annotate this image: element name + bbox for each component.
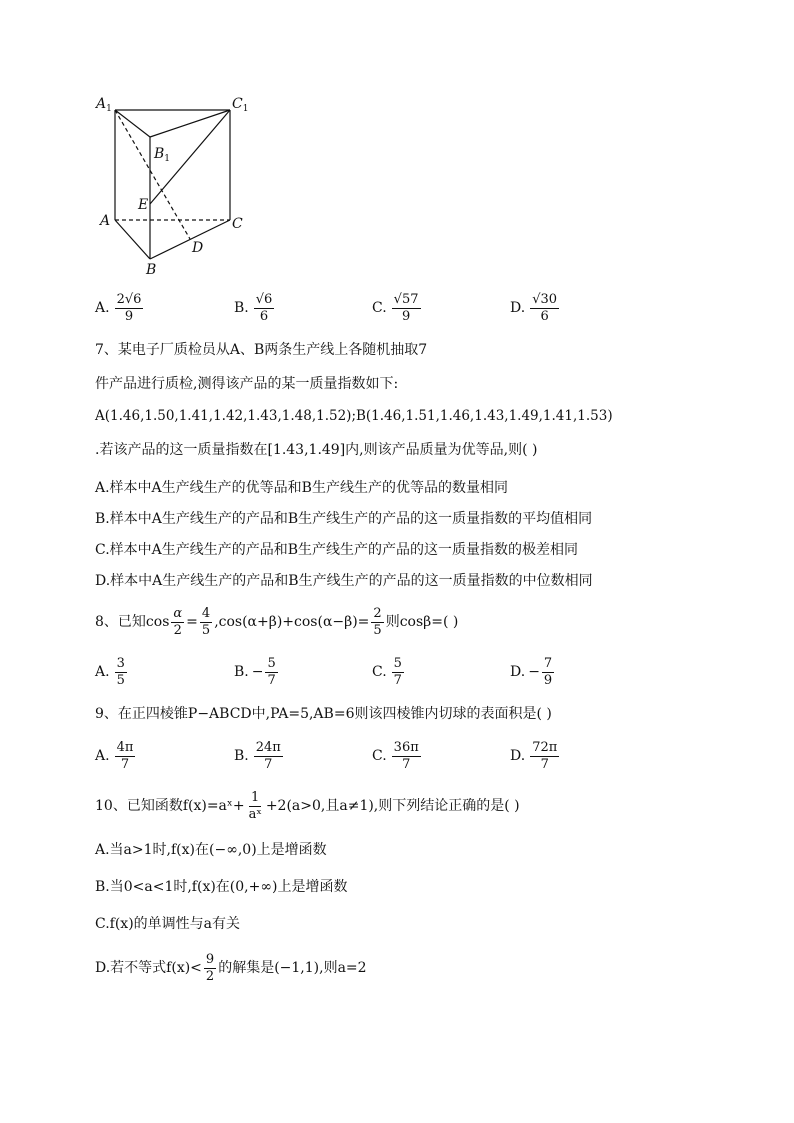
q9-options bbox=[95, 734, 715, 778]
q7-stem-line2: 件产品进行质检,测得该产品的某一质量指数如下: bbox=[95, 376, 399, 392]
q10-stem: 10、已知函数f(x)=aˣ+ $\frac{1}{\text{aˣ}}$ +2(a>0,且a≠1),则下列结论正确的是( ) bbox=[95, 789, 520, 822]
label-B: B bbox=[146, 262, 157, 278]
label-E: E bbox=[138, 197, 149, 213]
q6-option-c[interactable]: C. $\frac{√57}{9}$ bbox=[372, 291, 419, 324]
q6-option-b[interactable]: B. $\frac{√6}{6}$ bbox=[234, 291, 273, 324]
label-A1: $A_1$ bbox=[96, 96, 112, 114]
q6-option-a[interactable]: A. $\frac{2√6}{9}$ bbox=[95, 291, 142, 324]
q7-data-line: A(1.46,1.50,1.41,1.42,1.43,1.48,1.52);B(1.46,1.51,1.46,1.43,1.49,1.41,1.53) bbox=[95, 408, 613, 424]
label-D: D bbox=[192, 240, 204, 256]
q10-option-b[interactable]: B.当0<a<1时,f(x)在(0,+∞)上是增函数 bbox=[95, 879, 348, 895]
q9-option-a[interactable]: A. $\frac{4\pi}{7}$ bbox=[95, 739, 134, 772]
label-B1: $B_1$ bbox=[154, 146, 171, 164]
q8-option-a[interactable]: A. $\frac{3}{5}$ bbox=[95, 655, 125, 688]
q8-stem: 8、已知 cos $\frac{\alpha}{2}$ = $\frac{4}{5}$ ,cos(α+β)+cos(α−β)= $\frac{2}{5}$ 则cosβ=( ) bbox=[95, 605, 459, 638]
q8-option-b[interactable]: B. − $\frac{5}{7}$ bbox=[234, 655, 276, 688]
label-C1: $C_1$ bbox=[232, 96, 249, 114]
q7-option-c[interactable]: C.样本中A生产线生产的产品和B生产线生产的产品的这一质量指数的极差相同 bbox=[95, 542, 579, 558]
label-C: C bbox=[232, 216, 243, 232]
q7-option-a[interactable]: A.样本中A生产线生产的优等品和B生产线生产的优等品的数量相同 bbox=[95, 480, 508, 496]
q7-option-b[interactable]: B.样本中A生产线生产的产品和B生产线生产的产品的这一质量指数的平均值相同 bbox=[95, 511, 593, 527]
q9-option-d[interactable]: D. $\frac{72\pi}{7}$ bbox=[510, 739, 558, 772]
q6-option-d[interactable]: D. $\frac{√30}{6}$ bbox=[510, 291, 558, 324]
q10-option-d[interactable]: D.若不等式f(x)< $\frac{9}{2}$ 的解集是(−1,1),则a=2 bbox=[95, 951, 367, 984]
q10-option-a[interactable]: A.当a>1时,f(x)在(−∞,0)上是增函数 bbox=[95, 842, 327, 858]
q7-condition-line: .若该产品的这一质量指数在[1.43,1.49]内,则该产品质量为优等品,则( ) bbox=[95, 442, 538, 458]
q9-option-b[interactable]: B. $\frac{24\pi}{7}$ bbox=[234, 739, 281, 772]
q7-option-d[interactable]: D.样本中A生产线生产的产品和B生产线生产的产品的这一质量指数的中位数相同 bbox=[95, 573, 593, 589]
q9-stem: 9、在正四棱锥P−ABCD中,PA=5,AB=6则该四棱锥内切球的表面积是( ) bbox=[95, 706, 552, 722]
q8-options bbox=[95, 650, 715, 694]
q7-stem-line1: 7、某电子厂质检员从A、B两条生产线上各随机抽取7 bbox=[95, 342, 428, 358]
q8-option-c[interactable]: C. $\frac{5}{7}$ bbox=[372, 655, 402, 688]
q9-option-c[interactable]: C. $\frac{36\pi}{7}$ bbox=[372, 739, 419, 772]
q6-options bbox=[95, 286, 715, 330]
q10-option-c[interactable]: C.f(x)的单调性与a有关 bbox=[95, 916, 241, 932]
prism-figure bbox=[90, 92, 260, 282]
label-A: A bbox=[100, 213, 111, 229]
q8-option-d[interactable]: D. − $\frac{7}{9}$ bbox=[510, 655, 553, 688]
